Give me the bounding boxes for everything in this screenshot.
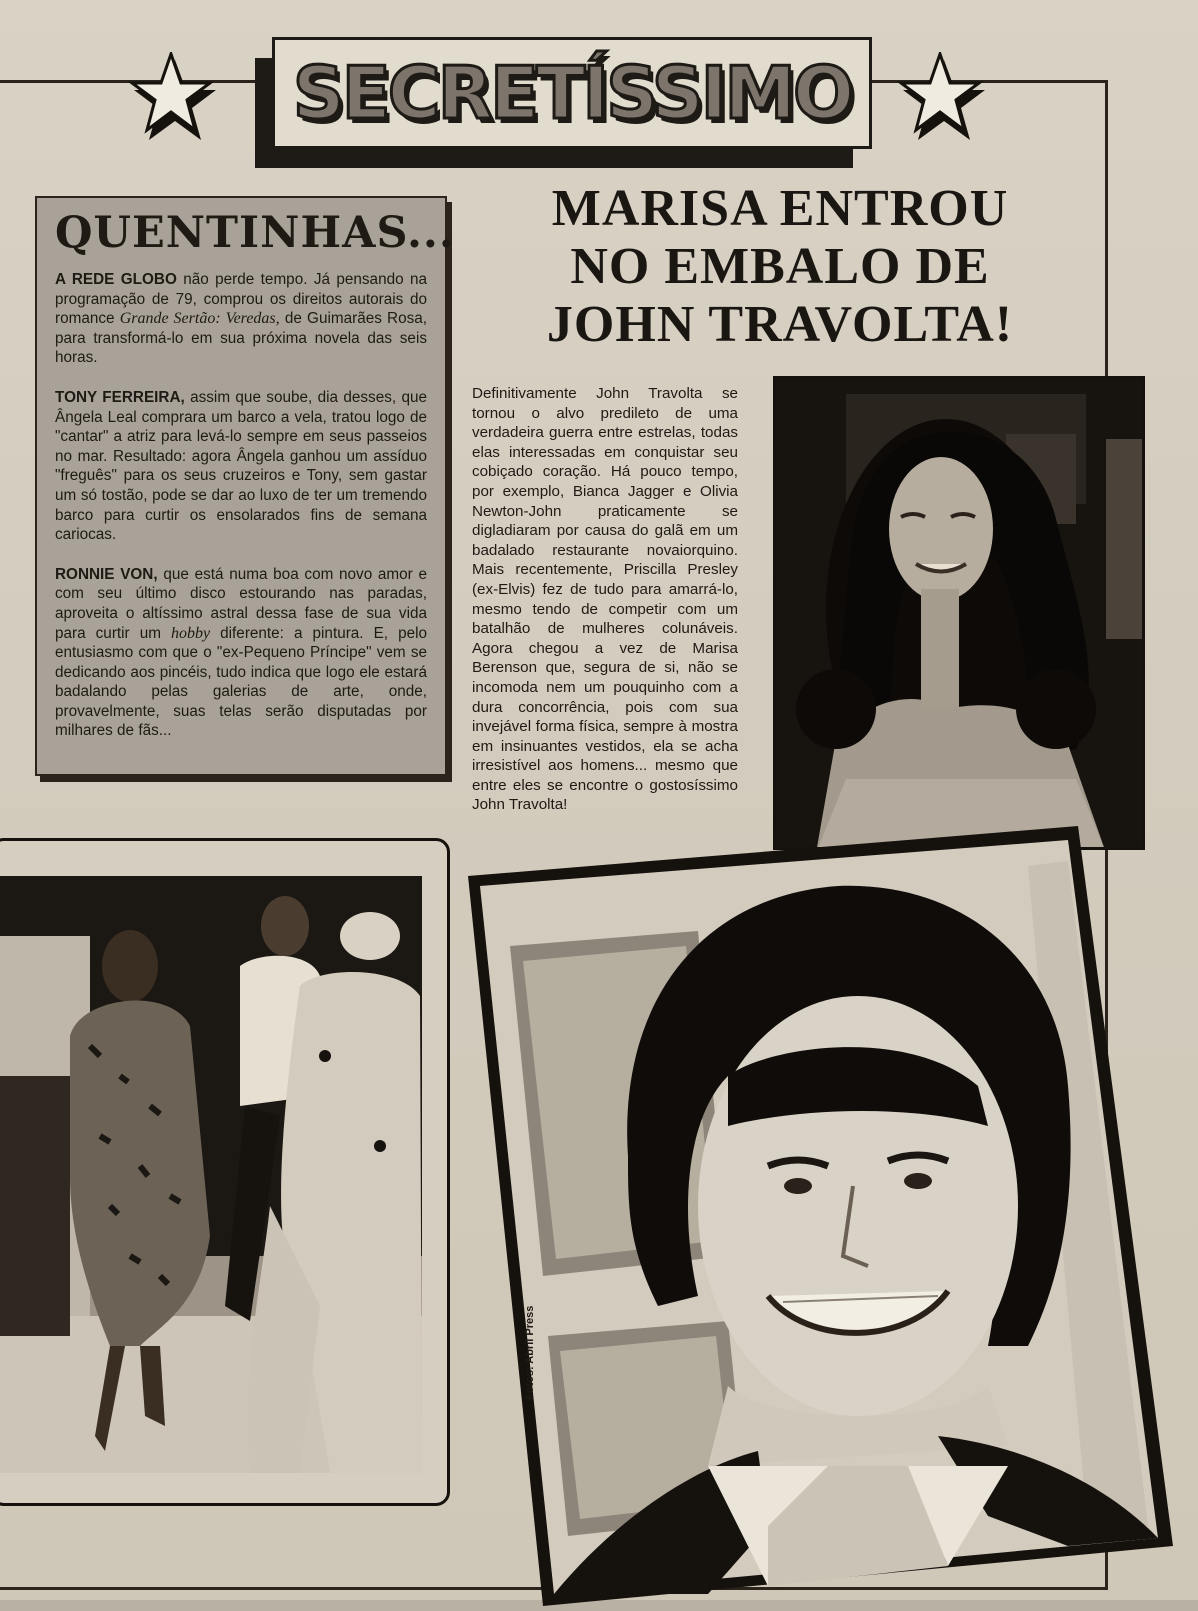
photo-john-travolta <box>468 826 1173 1606</box>
news-lead: RONNIE VON, <box>55 565 158 583</box>
headline-line: MARISA ENTROU <box>551 180 1009 237</box>
news-item-rede-globo <box>55 270 427 368</box>
news-item-tony-ferreira <box>55 388 427 545</box>
quentinhas-heading: QUENTINHAS... <box>55 208 455 258</box>
headline-line: NO EMBALO DE <box>570 238 990 295</box>
star-right-icon <box>897 52 987 147</box>
news-lead: A REDE GLOBO <box>55 271 177 288</box>
news-lead: TONY FERREIRA, <box>55 388 185 406</box>
portrait-woman-image <box>776 379 1145 850</box>
news-text: que está numa boa com novo amor e com seu último disco estourando nas paradas, aproveita o altíssimo astral dessa fase de sua vida para curtir um <box>55 565 427 642</box>
news-text: assim que soube, dia desses, que Ângela Leal comprara um barco a vela, tratou logo de "cantar" a atriz para levá-lo sempre em seus passeios no mar. Resultado: agora Ângela ganhou um assíduo "freguês" para os seus cruzeiros e Tony, sem gastar um só tostão, pode se dar ao luxo de ter um tremendo barco para curtir os ensolarados fins de semana cariocas. <box>55 388 427 544</box>
photo-credit: Fotos: Abril Press <box>524 1305 536 1400</box>
news-item-ronnie-von <box>55 565 427 741</box>
dance-floor-image <box>0 876 422 1473</box>
news-italic: hobby <box>171 624 211 642</box>
masthead <box>272 37 872 149</box>
masthead-title: SECRETÍSSIMO <box>292 51 852 135</box>
news-text: não perde tempo. Já pensando na programação de 79, comprou os direitos autorais do romance <box>55 271 427 328</box>
portrait-man-image <box>468 826 1173 1606</box>
headline-line: JOHN TRAVOLTA! <box>546 296 1014 353</box>
star-left-icon <box>128 52 218 147</box>
news-italic: Grande Sertão: Veredas, <box>119 310 280 328</box>
photo-marisa-berenson <box>773 376 1145 850</box>
news-text: diferente: a pintura. E, pelo entusiasmo com que o "ex-Pequeno Príncipe" vem se dedicando aos pincéis, tudo indica que logo ele estará badalando pelas galerias de arte, onde, provavelmente, suas telas serão disputadas por milhares de fãs... <box>55 624 428 740</box>
photo-dancing-couple <box>0 876 422 1473</box>
article-headline <box>480 180 1080 354</box>
quentinhas-box <box>35 196 455 776</box>
news-text: de Guimarães Rosa, para transformá-lo em sua próxima novela das seis horas. <box>55 310 428 367</box>
article-body: Definitivamente John Travolta se tornou o alvo predileto de uma verdadeira guerra entre estrelas, todas elas interessadas em conquistar seu cobiçado coração. Há pouco tempo, por exemplo, Bianca Jagger e Olivia Newton-John praticamente se digladiaram por causa do galã em um badalado restaurante novaiorquino. Mais recentemente, Priscilla Presley (ex-Elvis) fez de tudo para amarrá-lo, mesmo tendo de competir com um batalhão de mulheres colunáveis. Agora chegou a vez de Marisa Berenson que, segura de si, não se incomoda nem um pouquinho com a dura concorrência, pois com sua invejável forma física, sempre à mostra em insinuantes vestidos, ela se acha irresistível aos homens... mesmo que entre eles se encontre o gostosíssimo John Travolta! <box>472 385 738 814</box>
